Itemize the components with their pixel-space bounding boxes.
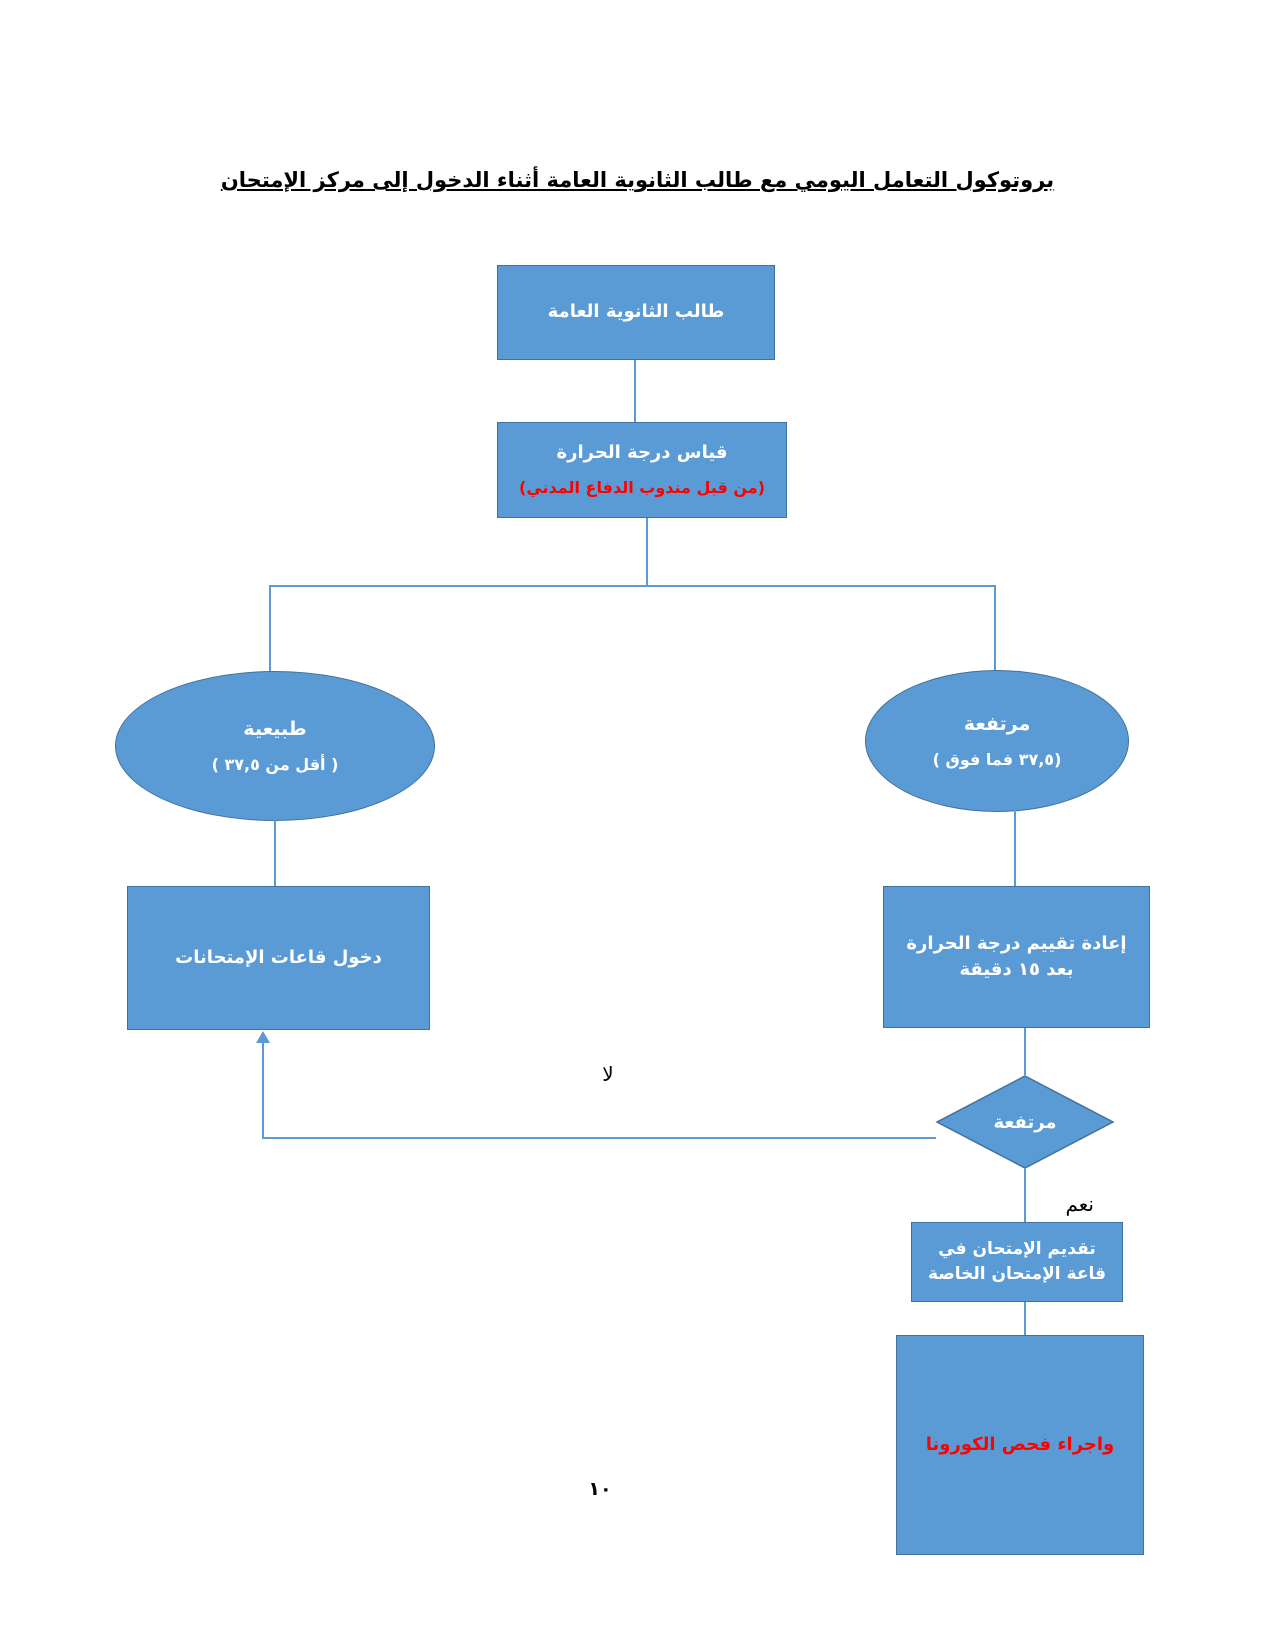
no-label: لا <box>602 1062 614 1086</box>
connector-line <box>263 1137 936 1139</box>
temperature-box-sublabel: (من قبل مندوب الدفاع المدني) <box>519 478 766 498</box>
connector-line <box>646 518 648 585</box>
connector-line <box>634 360 636 422</box>
connector-line <box>269 585 271 672</box>
connector-line <box>1024 1028 1026 1075</box>
temperature-box-label: قياس درجة الحرارة <box>556 442 728 464</box>
student-box-label: طالب الثانوية العامة <box>547 301 725 323</box>
normal-ellipse <box>115 671 435 821</box>
connector-line <box>269 585 996 587</box>
high-ellipse-label: مرتفعة <box>963 712 1031 735</box>
student-box <box>497 265 775 360</box>
special-hall-box-label: تقديم الإمتحان في قاعة الإمتحان الخاصة <box>928 1239 1106 1284</box>
reassess-box <box>883 886 1150 1028</box>
connector-line <box>1014 808 1016 886</box>
connector-line <box>1024 1302 1026 1335</box>
corona-test-box <box>896 1335 1144 1555</box>
arrow-up-icon <box>256 1031 270 1043</box>
enter-halls-box-label: دخول قاعات الإمتحانات <box>175 946 382 968</box>
normal-ellipse-label: طبيعية <box>243 717 307 740</box>
special-hall-box <box>911 1222 1123 1302</box>
page-title: بروتوكول التعامل اليومي مع طالب الثانوية العامة أثناء الدخول إلى مركز الإمتحان <box>220 168 1055 192</box>
temperature-box <box>497 422 787 518</box>
normal-ellipse-sublabel: ( أقل من ٣٧,٥ ) <box>211 755 339 775</box>
high-ellipse <box>865 670 1129 812</box>
connector-line <box>274 815 276 886</box>
connector-line <box>1024 1168 1026 1222</box>
decision-diamond-label: مرتفعة <box>993 1111 1057 1133</box>
connector-line <box>262 1042 264 1139</box>
corona-test-box-label: واجراء فحص الكورونا <box>925 1433 1115 1455</box>
decision-diamond <box>935 1074 1115 1170</box>
high-ellipse-sublabel: (٣٧,٥ فما فوق ) <box>932 750 1062 770</box>
reassess-box-label: إعادة تقييم درجة الحرارة بعد ١٥ دقيقة <box>906 932 1127 980</box>
connector-line <box>994 585 996 672</box>
yes-label: نعم <box>1065 1192 1094 1216</box>
enter-halls-box <box>127 886 430 1030</box>
page-number: ١٠ <box>588 1478 612 1500</box>
